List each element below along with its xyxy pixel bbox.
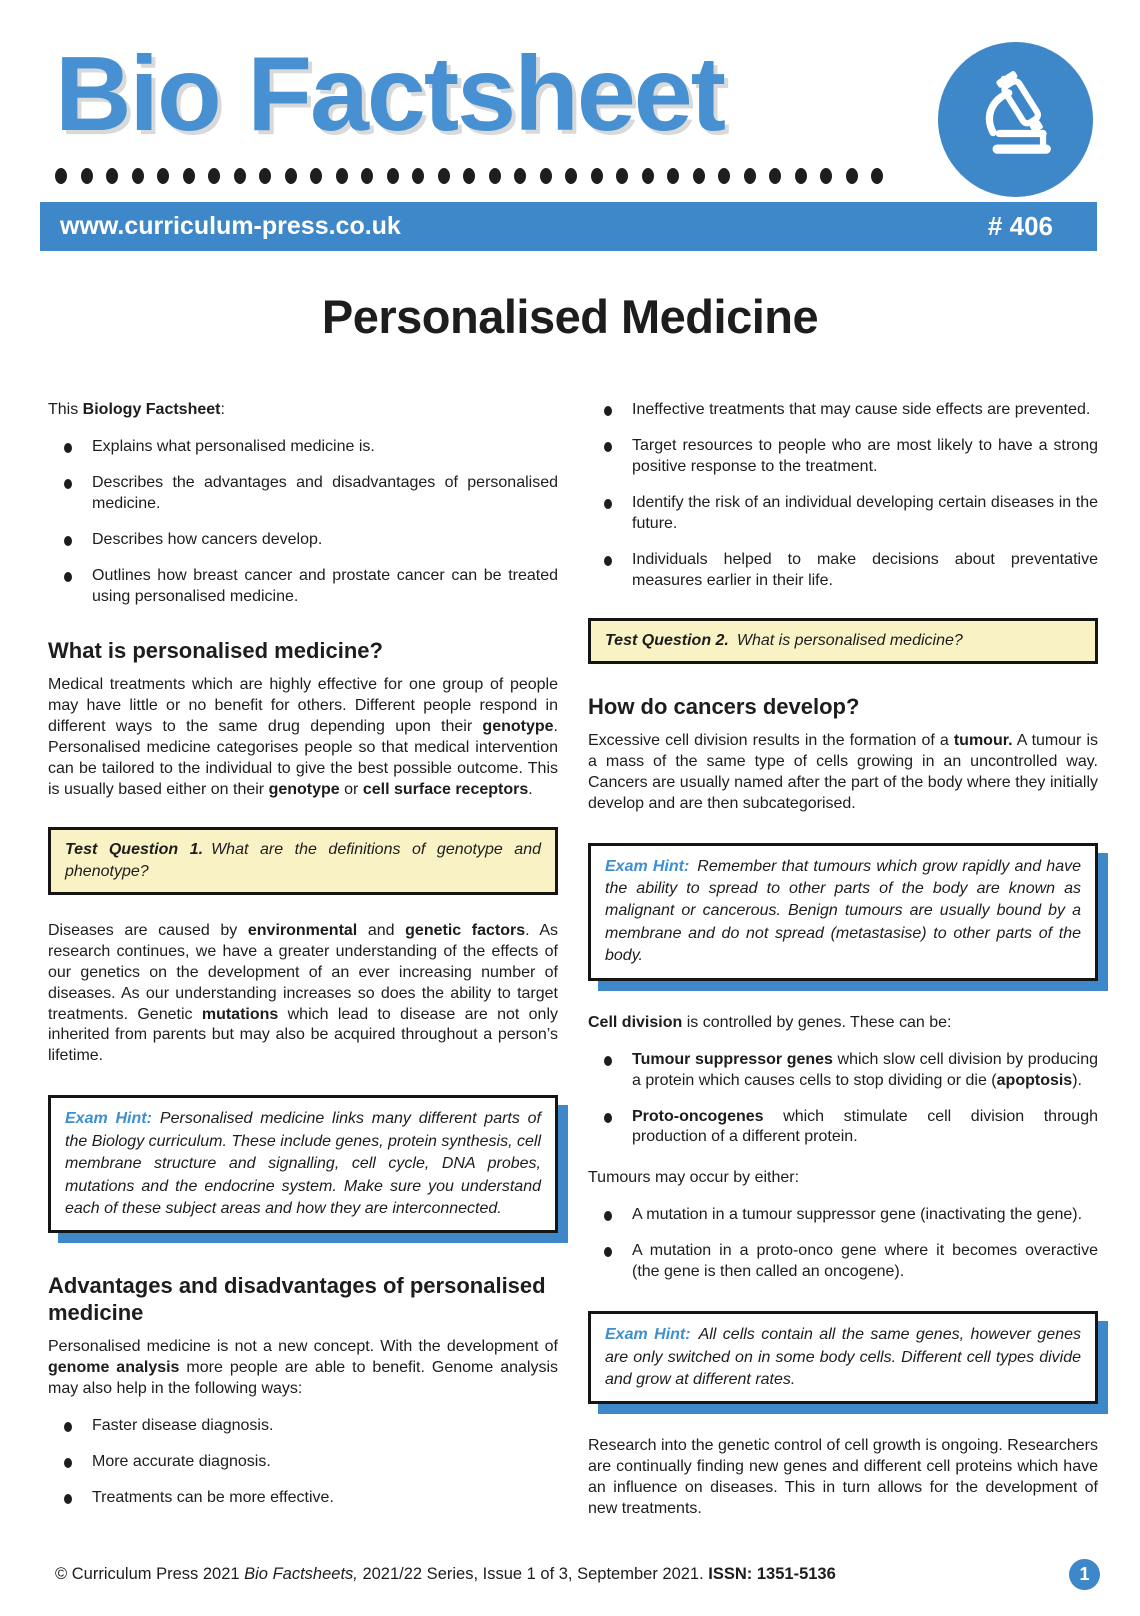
exam-hint-box-1 [48, 1095, 558, 1233]
divider-dot [106, 168, 118, 184]
emphasis-text: genotype [482, 717, 554, 735]
divider-dot [361, 168, 373, 184]
divider-dot [412, 168, 424, 184]
list-item: Tumour suppressor genes which slow cell division by producing a protein which causes cells to stop dividing or die (apoptosis). [588, 1050, 1098, 1092]
content-columns [0, 400, 1140, 1520]
emphasis-text: genome analysis [48, 1358, 180, 1376]
masthead [0, 0, 1140, 184]
website-url[interactable]: www.curriculum-press.co.uk [60, 212, 401, 241]
divider-dot [285, 168, 297, 184]
test-question-2-box [588, 618, 1098, 664]
list-item: Explains what personalised medicine is. [48, 437, 558, 458]
exam-hint-box-2 [588, 843, 1098, 981]
list-item: Proto-oncogenes which stimulate cell division through production of a different protein. [588, 1107, 1098, 1149]
exam-hint-3-label: Exam Hint: [605, 1326, 691, 1344]
divider-dot [208, 168, 220, 184]
emphasis-text: environmental [247, 921, 358, 939]
emphasis-text: apoptosis [996, 1071, 1073, 1089]
divider-dot [514, 168, 526, 184]
exam-hint-1-text: Personalised medicine links many different parts of the Biology curriculum. These include genes, protein synthesis, cell membrane structure and signalling, cell cycle, DNA probes, mutations and the endocrine system. Make sure you understand each of these subject areas and how they are interconnected. [65, 1110, 542, 1217]
section-heading-what-is: What is personalised medicine? [48, 637, 383, 663]
list-item: Describes the advantages and disadvantages of personalised medicine. [48, 473, 558, 515]
emphasis-text: tumour. [953, 731, 1013, 749]
copyright-line: © Curriculum Press 2021 Bio Factsheets, 2021/22 Series, Issue 1 of 3, September 2021. ISSN: 1351-5136 [55, 1565, 836, 1583]
divider-dot [259, 168, 271, 184]
divider-dot [591, 168, 603, 184]
research-paragraph: Research into the genetic control of cell growth is ongoing. Researchers are continually finding new genes and different cell proteins which have an influence on diseases. This in turn allows for the development of new treatments. [588, 1437, 1098, 1518]
page-title: Personalised Medicine [321, 290, 819, 344]
divider-dot [387, 168, 399, 184]
benefits-bullet-list [588, 400, 1098, 592]
divider-dot [463, 168, 475, 184]
divider-dot [846, 168, 858, 184]
exam-hint-2-label: Exam Hint: [605, 857, 690, 875]
list-item: Outlines how breast cancer and prostate cancer can be treated using personalised medicine. [48, 566, 558, 608]
list-item: A mutation in a tumour suppressor gene (inactivating the gene). [588, 1205, 1098, 1226]
list-item: Describes how cancers develop. [48, 530, 558, 551]
divider-dot [234, 168, 246, 184]
url-bar [40, 202, 1097, 251]
list-item: Treatments can be more effective. [48, 1488, 558, 1509]
gene-bullet-list [588, 1050, 1098, 1149]
divider-dot [871, 168, 883, 184]
divider-dot [157, 168, 169, 184]
list-item: More accurate diagnosis. [48, 1452, 558, 1473]
emphasis-text: Biology Factsheet [82, 401, 221, 419]
divider-dot [769, 168, 781, 184]
divider-dot [540, 168, 552, 184]
emphasis-text: mutations [201, 1005, 279, 1023]
advantages-bullet-list [48, 1416, 558, 1509]
list-item: Target resources to people who are most likely to have a strong positive response to the treatment. [588, 436, 1098, 478]
emphasis-text: Cell division [588, 1013, 683, 1031]
divider-dot [81, 168, 93, 184]
divider-dot [642, 168, 654, 184]
emphasis-text: genotype [268, 780, 340, 798]
list-item: Faster disease diagnosis. [48, 1416, 558, 1437]
emphasis-text: cell surface receptors [362, 780, 529, 798]
divider-dot [744, 168, 756, 184]
tumours-occur-line: Tumours may occur by either: [588, 1169, 800, 1187]
divider-dot [132, 168, 144, 184]
emphasis-text: genetic factors [405, 921, 526, 939]
exam-hint-1-label: Exam Hint: [65, 1110, 152, 1128]
cell-division-paragraph: Cell division is controlled by genes. These can be: [588, 1013, 952, 1031]
diseases-paragraph: Diseases are caused by environmental and genetic factors. As research continues, we have a greater understanding of the effects of our genetics on the development of an ever increasing number of diseases. As our understanding increases so does the ability to target treatments. Genetic mutations which lead to disease are not only inherited from parents but may also be acquired throughout a person’s lifetime. [48, 921, 559, 1065]
mutation-bullet-list [588, 1205, 1098, 1283]
advantages-paragraph: Personalised medicine is not a new concept. With the development of genome analysis more people are able to benefit. Genome analysis may also help in the following ways: [48, 1337, 559, 1397]
footer [55, 1559, 1100, 1590]
divider-dot [565, 168, 577, 184]
emphasis-text: Proto-oncogenes [632, 1107, 764, 1125]
divider-dot [820, 168, 832, 184]
section-heading-advantages: Advantages and disadvantages of personalised medicine [48, 1273, 546, 1326]
left-column [48, 400, 558, 1520]
divider-dot [183, 168, 195, 184]
intro-line: This Biology Factsheet: [48, 401, 225, 419]
exam-hint-box-3 [588, 1311, 1098, 1404]
divider-dot [718, 168, 730, 184]
test-question-2-label: Test Question 2. [605, 631, 729, 649]
test-question-1-label: Test Question 1. [65, 840, 204, 858]
list-item: Identify the risk of an individual developing certain diseases in the future. [588, 493, 1098, 535]
divider-dot [489, 168, 501, 184]
emphasis-text: Bio Factsheets, [244, 1565, 358, 1583]
emphasis-text: Tumour suppressor genes [632, 1050, 833, 1068]
divider-dot [667, 168, 679, 184]
divider-dot [616, 168, 628, 184]
divider-dot [795, 168, 807, 184]
divider-dot [693, 168, 705, 184]
list-item: A mutation in a proto-onco gene where it becomes overactive (the gene is then called an oncogene). [588, 1241, 1098, 1283]
exam-hint-2-text: Remember that tumours which grow rapidly and have the ability to spread to other parts of the body are known as malignant or cancerous. Benign tumours are usually bound by a membrane and do not spread (metastasise) to other parts of the body. [605, 857, 1082, 965]
test-question-1-box [48, 827, 558, 895]
tumour-paragraph: Excessive cell division results in the formation of a tumour. A tumour is a mass of the same type of cells growing in an uncontrolled way. Cancers are usually named after the part of the body where they initially develop and are then subcategorised. [588, 731, 1099, 812]
microscope-icon [938, 42, 1093, 197]
page-number-badge: 1 [1069, 1559, 1100, 1590]
test-question-2-text: What is personalised medicine? [736, 631, 963, 649]
brand-title: Bio Factsheet [55, 35, 725, 153]
what-is-paragraph: Medical treatments which are highly effective for one group of people may have little or no benefit for others. Different people respond in different ways to the same drug depending upon their genotype. Personalised medicine categorises people so that medical intervention can be tailored to the individual to give the best possible outcome. This is usually based either on their genotype or cell surface receptors. [48, 675, 558, 798]
divider-dot [336, 168, 348, 184]
right-column [588, 400, 1098, 1520]
list-item: Individuals helped to make decisions about preventative measures earlier in their life. [588, 550, 1098, 592]
test-question-1-text: What are the definitions of genotype and phenotype? [65, 840, 541, 880]
divider-dot [438, 168, 450, 184]
section-heading-cancers: How do cancers develop? [588, 694, 860, 720]
emphasis-text: ISSN: 1351-5136 [708, 1565, 836, 1583]
exam-hint-3-text: All cells contain all the same genes, however genes are only switched on in some body cells. Different cell types divide and grow at different rates. [605, 1326, 1081, 1389]
intro-bullet-list [48, 437, 558, 608]
divider-dot [55, 168, 67, 184]
issue-number: # 406 [987, 211, 1053, 242]
dotted-divider [55, 167, 883, 184]
list-item: Ineffective treatments that may cause side effects are prevented. [588, 400, 1098, 421]
divider-dot [310, 168, 322, 184]
